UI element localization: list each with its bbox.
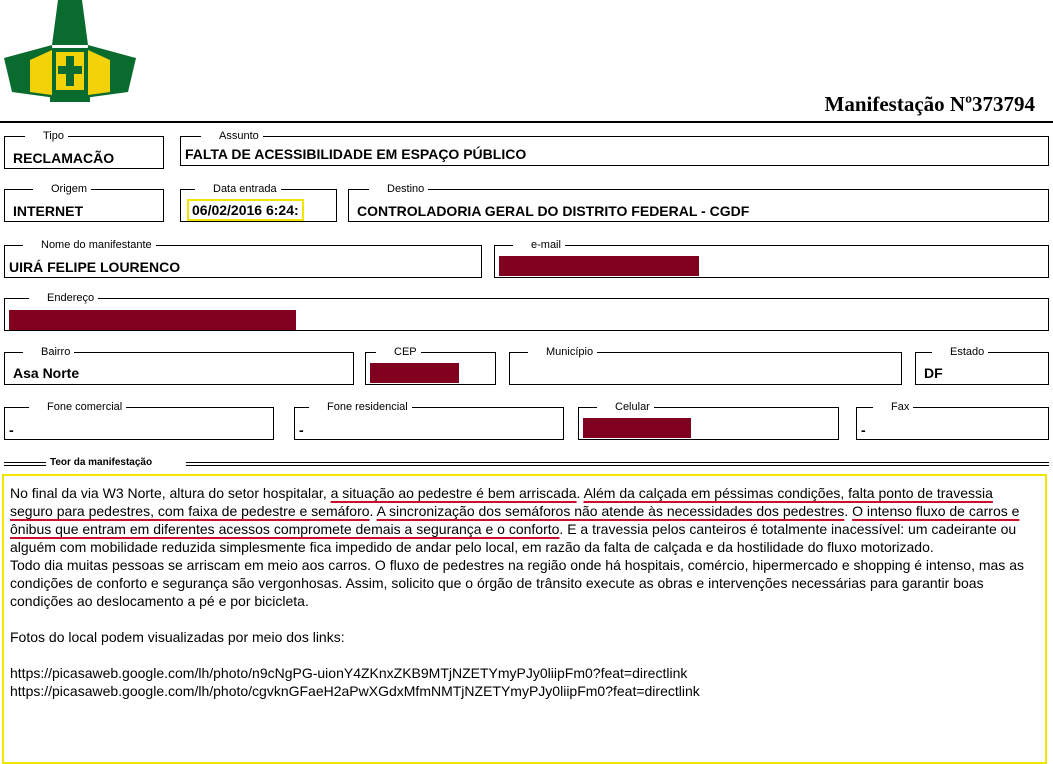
field-bairro-label: Bairro xyxy=(23,345,74,359)
body-paragraph-3: Fotos do local podem visualizadas por meio dos links: xyxy=(10,629,345,645)
field-estado-value: DF xyxy=(924,365,943,381)
field-celular xyxy=(578,401,839,440)
field-origem-value: INTERNET xyxy=(13,203,83,219)
field-destino-value: CONTROLADORIA GERAL DO DISTRITO FEDERAL - CGDF xyxy=(357,203,750,219)
field-assunto-label: Assunto xyxy=(201,129,263,143)
field-endereco-label: Endereço xyxy=(29,291,98,305)
manifestation-body xyxy=(2,474,1047,764)
field-fone-comercial xyxy=(4,401,274,440)
underlined-text: a situação ao pedestre é bem arriscada xyxy=(330,485,577,501)
spacer xyxy=(10,610,1039,628)
field-origem-label: Origem xyxy=(33,182,91,196)
field-nome-value: UIRÁ FELIPE LOURENCO xyxy=(9,259,181,275)
field-data-entrada-label: Data entrada xyxy=(195,182,281,196)
brasilia-coat-of-arms-icon xyxy=(0,0,140,112)
body-text: . E a travessia pelos canteiros é totalmente inacessível: um cadeirante ou alguém com mobilidade reduzida simplesmente fica impedido de andar pelo local, em razão da falta de calçada e da hostilidade do fluxo motorizado. xyxy=(10,521,1017,555)
celular-redaction xyxy=(583,418,691,438)
manifestation-title: Manifestação Nº373794 xyxy=(824,92,1035,116)
body-text: No final da via W3 Norte, altura do setor hospitalar, xyxy=(10,485,331,501)
field-cep-label: CEP xyxy=(376,345,421,359)
field-fax xyxy=(856,401,1049,440)
field-email-label: e-mail xyxy=(513,238,565,252)
email-redaction xyxy=(499,256,699,276)
underlined-text: Além da calçada em péssimas condições, falta ponto de travessia seguro para pedestres, com faixa de pedestre e semáforo xyxy=(10,485,993,519)
field-assunto xyxy=(180,130,1049,166)
underlined-text: O intenso fluxo de carros e ônibus que entram em diferentes acessos compromete demais a segurança e o conforto xyxy=(10,503,1020,537)
header-rule xyxy=(0,121,1053,123)
field-nome xyxy=(4,239,482,278)
field-data-entrada-value: 06/02/2016 6:24: xyxy=(187,199,304,221)
cep-redaction xyxy=(370,363,459,383)
field-nome-label: Nome do manifestante xyxy=(23,238,156,252)
field-municipio xyxy=(509,346,902,385)
field-bairro-value: Asa Norte xyxy=(13,365,80,381)
field-fax-label: Fax xyxy=(873,400,913,414)
field-email xyxy=(494,239,1049,278)
field-origem xyxy=(4,183,164,222)
photo-link-1[interactable]: https://picasaweb.google.com/lh/photo/n9cNgPG-uionY4ZKnxZKB9MTjNZETYmyPJy0liipFm0?feat=directlink xyxy=(10,665,688,681)
field-assunto-value: FALTA DE ACESSIBILIDADE EM ESPAÇO PÚBLICO xyxy=(185,146,527,162)
field-destino xyxy=(348,183,1049,222)
body-paragraph-2: Todo dia muitas pessoas se arriscam em meio aos carros. O fluxo de pedestres na região onde há hospitais, comércio, hipermercado e shopping é intenso, mas as condições de conforto e segurança são vergonhosas. Assim, solicito que o órgão de trânsito execute as obras e intervenções necessárias para garantir boas condições ao deslocamento a pé e por bicicleta. xyxy=(10,557,1024,609)
field-fax-value: - xyxy=(861,422,866,438)
field-tipo-value: RECLAMACÃO xyxy=(13,150,115,166)
field-data-entrada xyxy=(180,183,337,222)
field-destino-label: Destino xyxy=(369,182,428,196)
field-fone-residencial-label: Fone residencial xyxy=(309,400,412,414)
field-tipo-label: Tipo xyxy=(25,129,68,143)
teor-label: Teor da manifestação xyxy=(46,457,156,468)
field-fone-comercial-label: Fone comercial xyxy=(29,400,126,414)
field-fone-comercial-value: - xyxy=(9,422,14,438)
body-text: . xyxy=(576,485,584,501)
field-fone-residencial xyxy=(294,401,564,440)
field-cep xyxy=(365,346,496,385)
field-tipo xyxy=(4,130,164,169)
spacer xyxy=(10,646,1039,664)
address-redaction xyxy=(9,310,296,330)
body-text: . xyxy=(844,503,853,519)
field-celular-label: Celular xyxy=(597,400,654,414)
body-paragraph-1 xyxy=(10,484,1039,556)
teor-rule-left xyxy=(4,462,48,466)
field-endereco xyxy=(4,292,1049,331)
field-estado xyxy=(915,346,1049,385)
body-text: . xyxy=(369,503,377,519)
field-fone-residencial-value: - xyxy=(299,422,304,438)
teor-header xyxy=(0,457,1053,471)
underlined-text: A sincronização dos semáforos não atende às necessidades dos pedestres xyxy=(376,503,845,519)
field-municipio-label: Município xyxy=(528,345,597,359)
field-bairro xyxy=(4,346,354,385)
field-estado-label: Estado xyxy=(932,345,988,359)
photo-link-2[interactable]: https://picasaweb.google.com/lh/photo/cgvknGFaeH2aPwXGdxMfmNMTjNZETYmyPJy0liipFm0?feat=directlink xyxy=(10,683,700,699)
teor-rule-right xyxy=(186,462,1049,466)
